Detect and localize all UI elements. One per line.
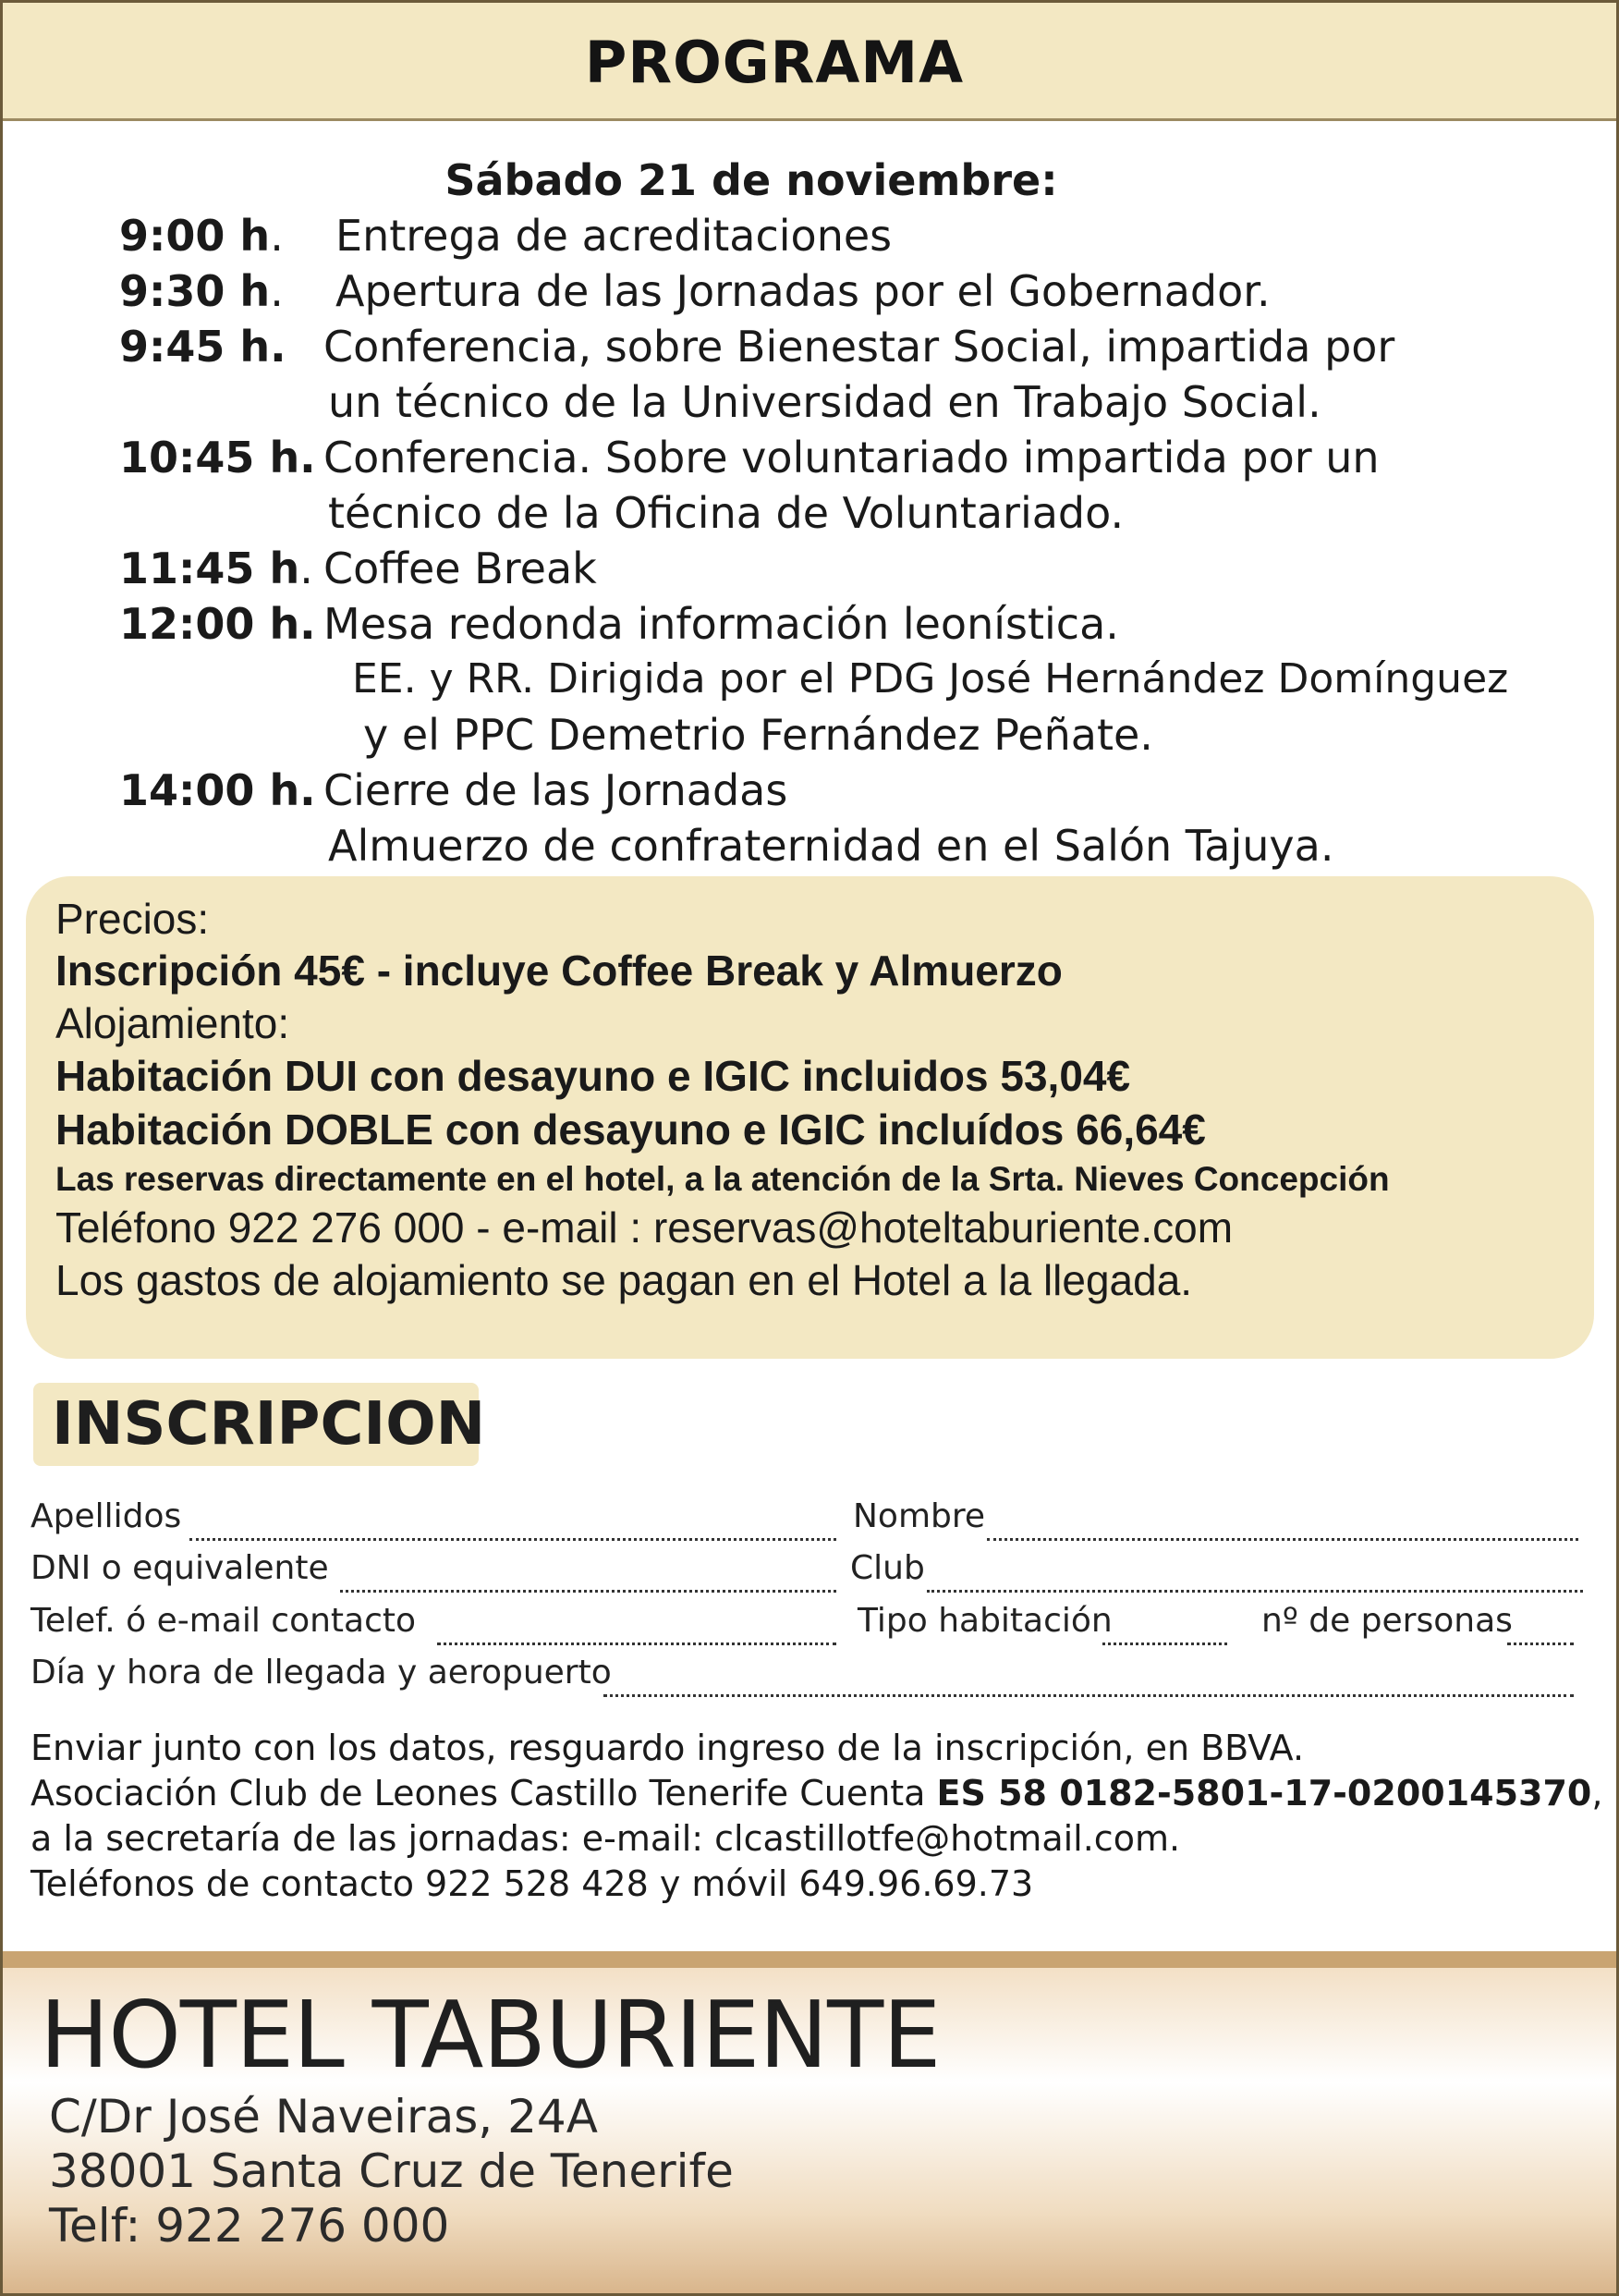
registration-title-tag <box>33 1383 486 1466</box>
num-personas-field[interactable] <box>1507 1602 1574 1645</box>
tipo-habitacion-label: Tipo habitación <box>858 1602 1113 1640</box>
form-row-4 <box>30 1654 1601 1707</box>
bank-line-4: Teléfonos de contacto 922 528 428 y móvil 649.96.69.73 <box>30 1863 1034 1904</box>
num-personas-label: nº de personas <box>1261 1602 1513 1640</box>
tipo-habitacion-field[interactable] <box>1102 1602 1227 1645</box>
prices-room-dui: Habitación DUI con desayuno e IGIC incluidos 53,04€ <box>55 1052 1131 1100</box>
schedule-item-1: 9:30 h. <box>119 266 284 316</box>
form-row-1 <box>30 1497 1601 1551</box>
prices-payment: Los gastos de alojamiento se pagan en el Hotel a la llegada. <box>55 1256 1193 1304</box>
schedule-text: Conferencia. Sobre voluntariado impartida por un <box>323 433 1380 482</box>
schedule-time: 11:45 h <box>119 543 300 593</box>
prices-registration: Inscripción 45€ - incluye Coffee Break y Almuerzo <box>55 946 1063 995</box>
club-field[interactable] <box>927 1549 1583 1593</box>
bank-account: ES 58 0182-5801-17-0200145370 <box>936 1773 1592 1814</box>
llegada-field[interactable] <box>603 1654 1574 1697</box>
schedule-time: 12:00 h. <box>119 599 316 649</box>
schedule-text: Apertura de las Jornadas por el Gobernador. <box>335 266 1271 316</box>
schedule-text: y el PPC Demetrio Fernández Peñate. <box>363 710 1153 760</box>
prices-label: Precios: <box>55 895 210 943</box>
schedule-item-0: 9:00 h. <box>119 211 284 261</box>
schedule-item-3 <box>119 430 316 485</box>
dni-field[interactable] <box>340 1549 836 1593</box>
apellidos-field[interactable] <box>189 1497 836 1541</box>
schedule-time: 9:30 h <box>119 266 271 316</box>
apellidos-label: Apellidos <box>30 1497 182 1535</box>
schedule-text: un técnico de la Universidad en Trabajo Social. <box>328 377 1321 427</box>
nombre-label: Nombre <box>853 1497 986 1535</box>
schedule-text: Entrega de acreditaciones <box>335 211 893 261</box>
bank-line-2: Asociación Club de Leones Castillo Tenerife Cuenta ES 58 0182-5801-17-0200145370, <box>30 1773 1603 1814</box>
bank-line-1: Enviar junto con los datos, resguardo ingreso de la inscripción, en BBVA. <box>30 1728 1305 1768</box>
form-row-3 <box>30 1602 1601 1655</box>
schedule-text: EE. y RR. Dirigida por el PDG José Hernández Domínguez <box>352 655 1509 702</box>
telef-label: Telef. ó e-mail contacto <box>30 1602 417 1640</box>
prices-contact: Teléfono 922 276 000 - e-mail : reservas@hoteltaburiente.com <box>55 1203 1234 1252</box>
prices-booking: Las reservas directamente en el hotel, a la atención de la Srta. Nieves Concepción <box>55 1160 1390 1198</box>
schedule-text: Conferencia, sobre Bienestar Social, impartida por <box>323 322 1395 372</box>
page-title: PROGRAMA <box>584 29 965 96</box>
llegada-label: Día y hora de llegada y aeropuerto <box>30 1654 612 1691</box>
telef-field[interactable] <box>437 1602 836 1645</box>
schedule-text: Coffee Break <box>323 543 597 593</box>
schedule-text: Almuerzo de confraternidad en el Salón Tajuya. <box>328 821 1334 871</box>
hotel-name: HOTEL TABURIENTE <box>40 1981 941 2089</box>
prices-room-double: Habitación DOBLE con desayuno e IGIC incluídos 66,64€ <box>55 1105 1206 1154</box>
footer-accent-line <box>3 1951 1616 1968</box>
bank-line-3: a la secretaría de las jornadas: e-mail: clcastillotfe@hotmail.com. <box>30 1818 1181 1859</box>
hotel-address-1: C/Dr José Naveiras, 24A <box>49 2090 598 2143</box>
schedule-item-2 <box>119 319 286 374</box>
club-label: Club <box>850 1549 925 1587</box>
hotel-phone: Telf: 922 276 000 <box>49 2199 450 2253</box>
hotel-address-2: 38001 Santa Cruz de Tenerife <box>49 2144 734 2198</box>
schedule-time: 10:45 h. <box>119 433 316 482</box>
prices-lodging-label: Alojamiento: <box>55 999 290 1047</box>
schedule-item-4: 11:45 h. <box>119 543 313 593</box>
registration-title: INSCRIPCION <box>52 1390 486 1459</box>
schedule-item-6 <box>119 763 316 818</box>
nombre-field[interactable] <box>987 1497 1578 1541</box>
schedule-day-title: Sábado 21 de noviembre: <box>444 155 1058 205</box>
form-row-2 <box>30 1549 1601 1603</box>
schedule-item-5 <box>119 596 316 652</box>
dni-label: DNI o equivalente <box>30 1549 329 1587</box>
schedule-text: Mesa redonda información leonística. <box>323 599 1119 649</box>
schedule-time: 14:00 h. <box>119 765 316 815</box>
schedule-text: técnico de la Oficina de Voluntariado. <box>328 488 1125 538</box>
schedule-time: 9:00 h <box>119 211 271 261</box>
schedule-time: 9:45 h. <box>119 322 286 372</box>
schedule-text: Cierre de las Jornadas <box>323 765 788 815</box>
